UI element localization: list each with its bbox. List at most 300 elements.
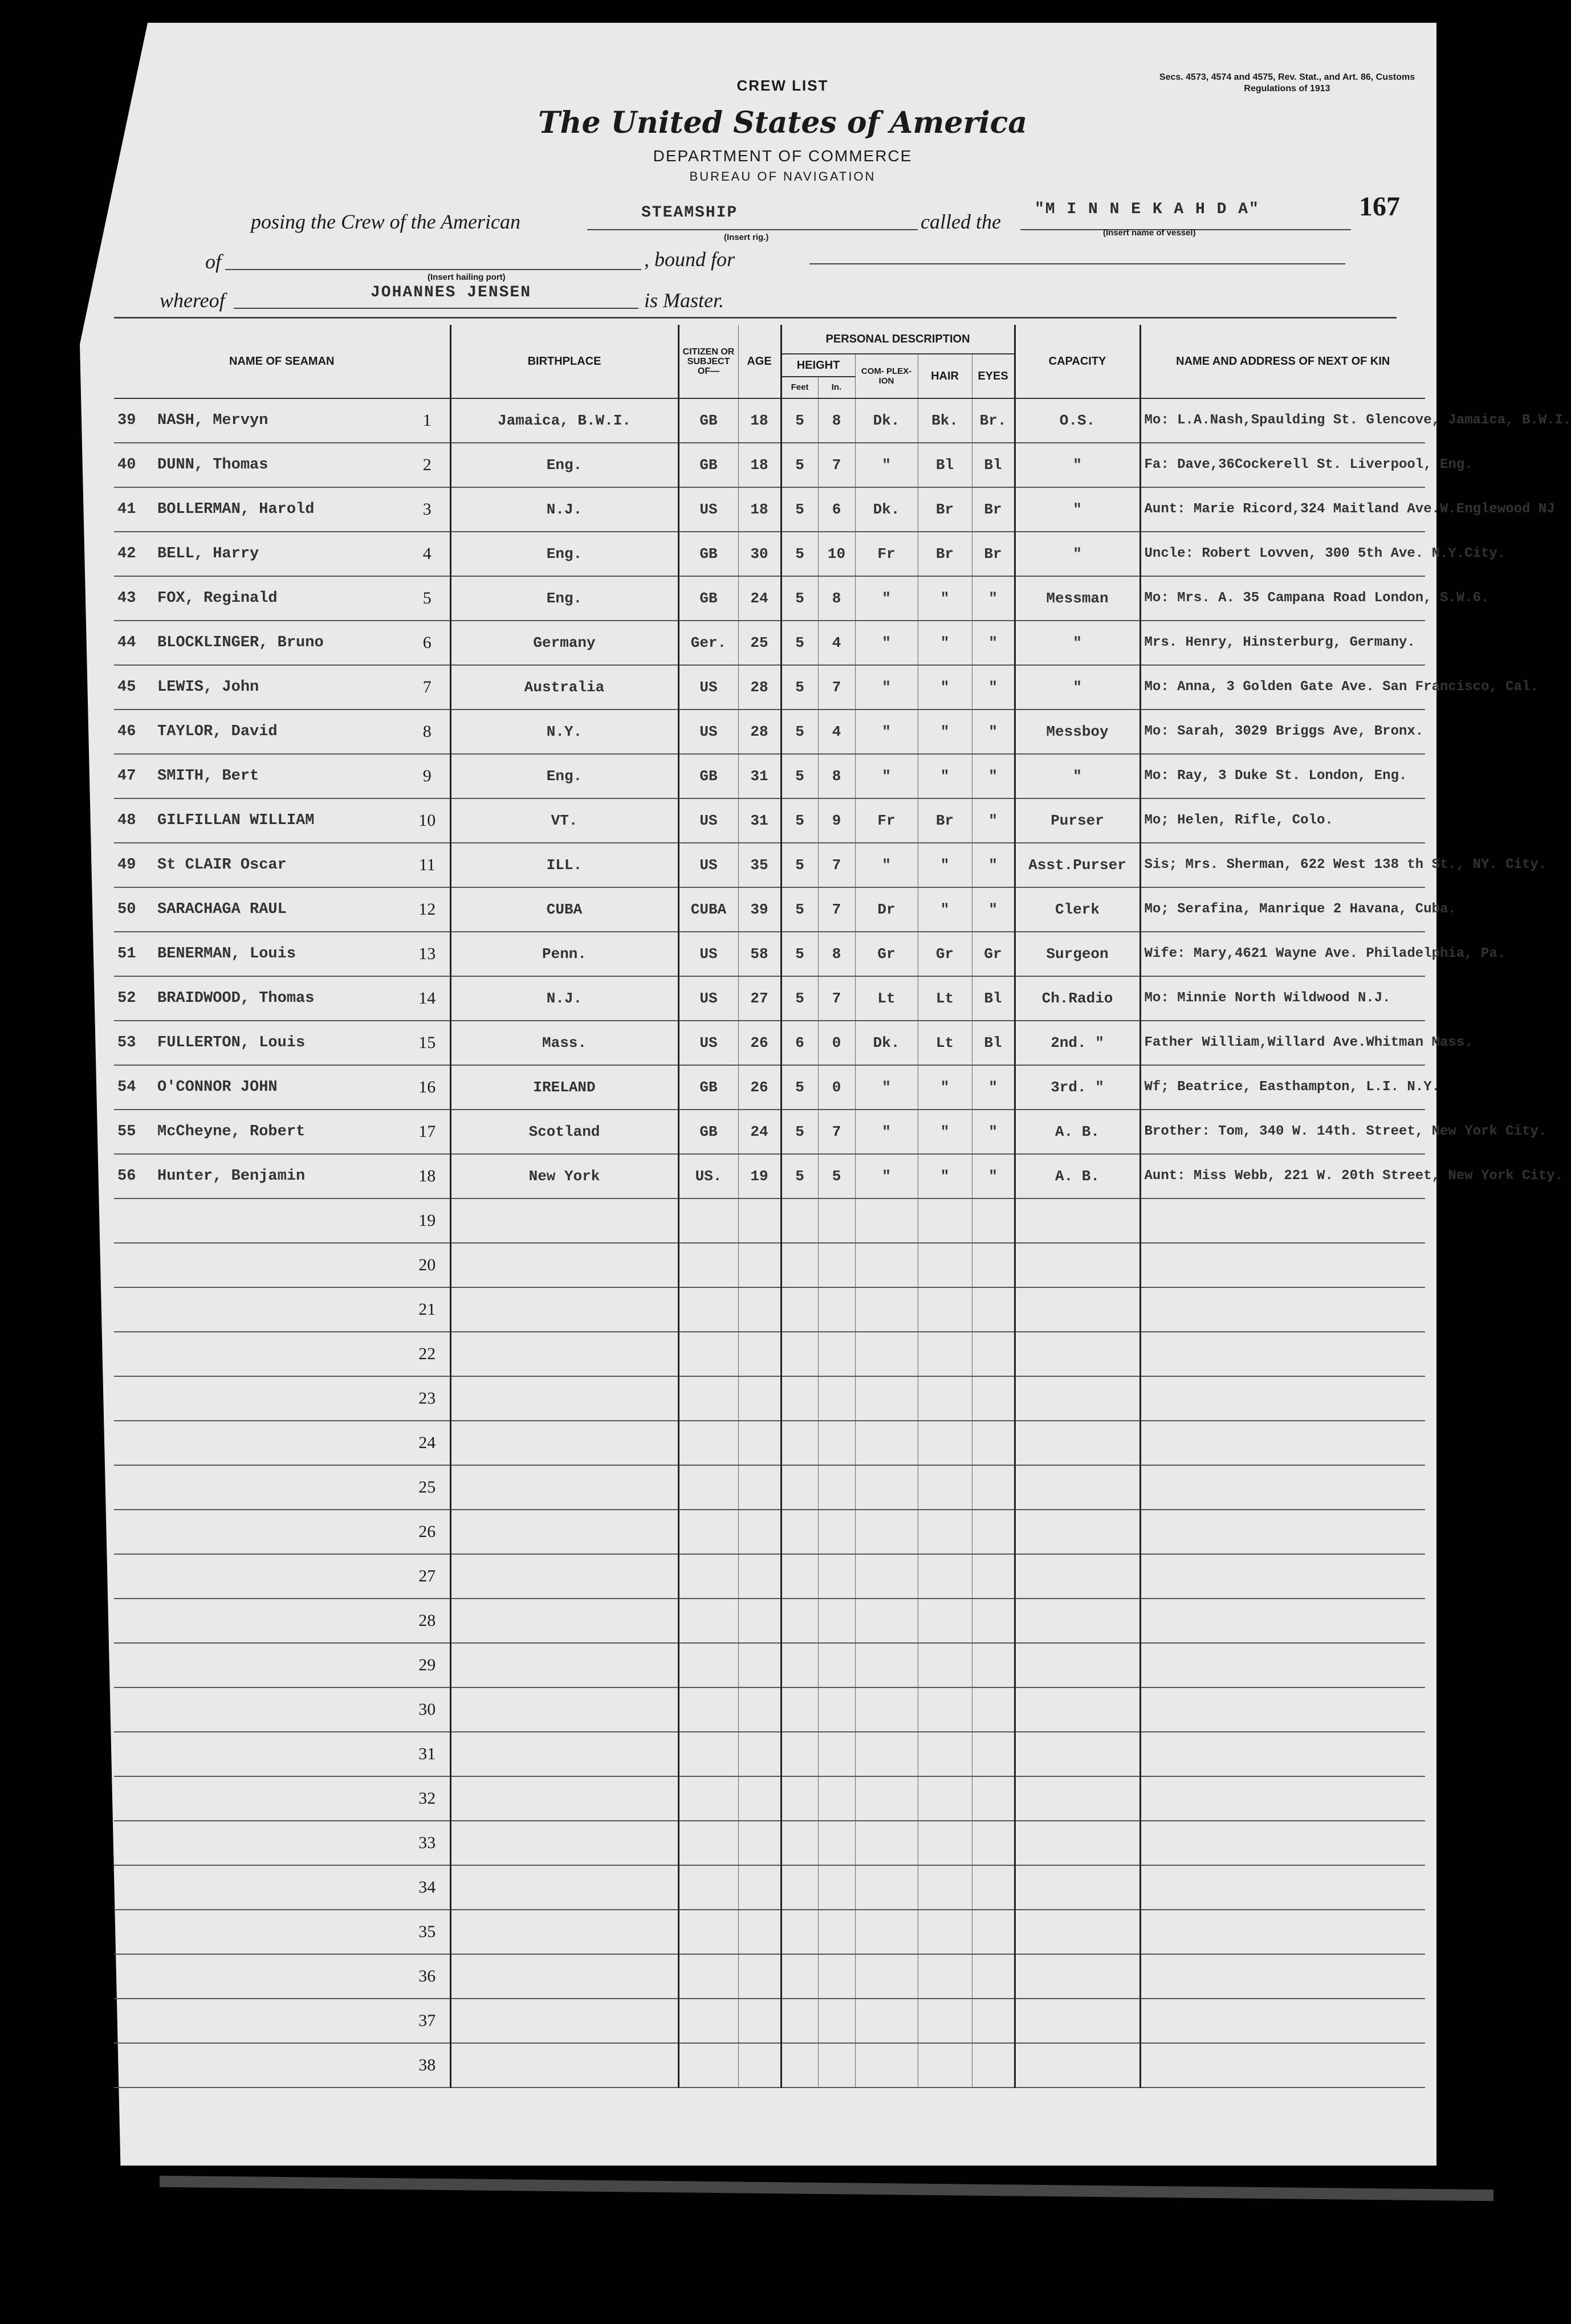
cell-sequence: 44 (117, 634, 136, 651)
cell-empty (855, 1332, 918, 1376)
cell-row-number: 29 (405, 1643, 450, 1687)
cell-empty (738, 1999, 781, 2043)
cell-empty (450, 1687, 678, 1732)
cell-complexion: Dk. (855, 398, 918, 443)
cell-empty (1140, 1910, 1425, 1954)
cell-empty (855, 1554, 918, 1599)
cell-empty (678, 2043, 738, 2087)
table-row (114, 576, 1425, 621)
cell-citizen: GB (678, 443, 738, 487)
cell-empty (738, 1465, 781, 1510)
hailing-port-hint: (Insert hailing port) (428, 272, 506, 282)
cell-seaman-name: LEWIS, John (157, 679, 259, 696)
cell-empty (1015, 1732, 1140, 1776)
cell-empty (781, 1821, 818, 1865)
cell-empty (818, 1732, 855, 1776)
col-height-header: HEIGHT (781, 354, 855, 377)
cell-empty (972, 1465, 1015, 1510)
cell-inches: 8 (818, 398, 855, 443)
cell-empty (114, 1865, 405, 1910)
cell-sequence: 42 (117, 545, 136, 562)
table-row-empty (114, 1376, 1425, 1421)
cell-empty (918, 1287, 972, 1332)
cell-empty (738, 1332, 781, 1376)
cell-birthplace: Eng. (450, 576, 678, 621)
cell-name (114, 621, 405, 665)
cell-empty (855, 1421, 918, 1465)
cell-empty (678, 1332, 738, 1376)
cell-empty (818, 1287, 855, 1332)
cell-complexion: " (855, 665, 918, 710)
cell-birthplace: Germany (450, 621, 678, 665)
cell-birthplace: Eng. (450, 754, 678, 798)
cell-empty (738, 1554, 781, 1599)
cell-empty (855, 1776, 918, 1821)
cell-empty (1140, 1776, 1425, 1821)
crew-table (114, 325, 1571, 2088)
cell-hair: " (918, 754, 972, 798)
cell-empty (818, 1510, 855, 1554)
page-number: 167 (1359, 191, 1400, 222)
cell-empty (1140, 1198, 1425, 1243)
table-row (114, 887, 1425, 932)
cell-empty (972, 1999, 1015, 2043)
cell-complexion: " (855, 843, 918, 887)
cell-empty (678, 1243, 738, 1287)
cell-name (114, 1154, 405, 1198)
cell-hair: " (918, 1154, 972, 1198)
table-row-empty (114, 1776, 1425, 1821)
cell-birthplace: Eng. (450, 532, 678, 576)
table-row-empty (114, 1510, 1425, 1554)
cell-empty (918, 1865, 972, 1910)
cell-hair: " (918, 621, 972, 665)
cell-empty (1015, 1776, 1140, 1821)
cell-empty (114, 1687, 405, 1732)
cell-name (114, 1021, 405, 1065)
cell-no: 18 (405, 1154, 450, 1198)
cell-birthplace: Penn. (450, 932, 678, 976)
cell-sequence: 52 (117, 990, 136, 1007)
cell-kin: Mo: Sarah, 3029 Briggs Ave, Bronx. (1140, 710, 1425, 754)
cell-no: 12 (405, 887, 450, 932)
cell-birthplace: ILL. (450, 843, 678, 887)
cell-citizen: GB (678, 754, 738, 798)
table-row-empty (114, 1421, 1425, 1465)
cell-sequence: 54 (117, 1079, 136, 1096)
cell-seaman-name: BELL, Harry (157, 545, 259, 562)
table-row (114, 532, 1425, 576)
cell-kin: Mo: Anna, 3 Golden Gate Ave. San Francisco, Cal. (1140, 665, 1425, 710)
cell-empty (818, 1821, 855, 1865)
cell-age: 31 (738, 798, 781, 843)
cell-empty (678, 1465, 738, 1510)
table-row-empty (114, 1999, 1425, 2043)
cell-empty (855, 1465, 918, 1510)
cell-empty (450, 1465, 678, 1510)
cell-kin: Aunt: Miss Webb, 221 W. 20th Street, New York City. (1140, 1154, 1425, 1198)
cell-empty (855, 1821, 918, 1865)
cell-empty (781, 1243, 818, 1287)
cell-empty (1140, 1687, 1425, 1732)
cell-empty (972, 1687, 1015, 1732)
cell-sequence: 49 (117, 857, 136, 874)
cell-seaman-name: SARACHAGA RAUL (157, 901, 287, 918)
cell-kin: Father William,Willard Ave.Whitman Mass. (1140, 1021, 1425, 1065)
cell-birthplace: Scotland (450, 1110, 678, 1154)
cell-inches: 0 (818, 1065, 855, 1110)
cell-empty (781, 1421, 818, 1465)
cell-empty (781, 1732, 818, 1776)
cell-empty (738, 1421, 781, 1465)
cell-hair: Lt (918, 976, 972, 1021)
cell-empty (972, 1510, 1015, 1554)
cell-citizen: US (678, 487, 738, 532)
cell-feet: 6 (781, 1021, 818, 1065)
cell-empty (1015, 1421, 1140, 1465)
cell-empty (114, 1643, 405, 1687)
cell-empty (1015, 1198, 1140, 1243)
cell-hair: Bl (918, 443, 972, 487)
cell-feet: 5 (781, 576, 818, 621)
cell-empty (781, 1287, 818, 1332)
cell-capacity: " (1015, 665, 1140, 710)
cell-name (114, 532, 405, 576)
cell-empty (855, 2043, 918, 2087)
cell-empty (818, 1954, 855, 1999)
cell-eyes: " (972, 1110, 1015, 1154)
table-row-empty (114, 1865, 1425, 1910)
cell-empty (918, 1599, 972, 1643)
cell-no: 3 (405, 487, 450, 532)
cell-eyes: " (972, 754, 1015, 798)
cell-no: 1 (405, 398, 450, 443)
cell-empty (114, 1198, 405, 1243)
cell-empty (114, 1332, 405, 1376)
cell-empty (450, 1554, 678, 1599)
cell-row-number: 35 (405, 1910, 450, 1954)
cell-kin: Uncle: Robert Lovven, 300 5th Ave. N.Y.City. (1140, 532, 1425, 576)
cell-empty (818, 1776, 855, 1821)
cell-no: 8 (405, 710, 450, 754)
cell-age: 18 (738, 487, 781, 532)
cell-empty (855, 1510, 918, 1554)
cell-empty (114, 1821, 405, 1865)
cell-row-number: 25 (405, 1465, 450, 1510)
cell-complexion: Dr (855, 887, 918, 932)
film-edge (160, 2176, 1493, 2201)
cell-eyes: " (972, 887, 1015, 932)
cell-kin: Mo: Mrs. A. 35 Campana Road London, S.W.6. (1140, 576, 1425, 621)
cell-eyes: " (972, 843, 1015, 887)
cell-age: 24 (738, 1110, 781, 1154)
cell-seaman-name: BENERMAN, Louis (157, 945, 296, 963)
cell-sequence: 39 (117, 412, 136, 429)
cell-empty (918, 1732, 972, 1776)
cell-inches: 10 (818, 532, 855, 576)
cell-empty (972, 2043, 1015, 2087)
cell-row-number: 32 (405, 1776, 450, 1821)
cell-feet: 5 (781, 665, 818, 710)
cell-empty (972, 1287, 1015, 1332)
cell-empty (818, 1198, 855, 1243)
cell-citizen: CUBA (678, 887, 738, 932)
cell-empty (678, 1554, 738, 1599)
cell-feet: 5 (781, 532, 818, 576)
cell-capacity: Messman (1015, 576, 1140, 621)
cell-name (114, 1065, 405, 1110)
cell-birthplace: IRELAND (450, 1065, 678, 1110)
cell-birthplace: N.Y. (450, 710, 678, 754)
table-row-empty (114, 2043, 1425, 2087)
cell-kin: Wife: Mary,4621 Wayne Ave. Philadelphia, Pa. (1140, 932, 1425, 976)
col-kin-header: NAME AND ADDRESS OF NEXT OF KIN (1140, 325, 1425, 398)
cell-eyes: Bl (972, 1021, 1015, 1065)
cell-empty (972, 1910, 1015, 1954)
cell-age: 25 (738, 621, 781, 665)
cell-sequence: 41 (117, 501, 136, 518)
cell-empty (114, 1465, 405, 1510)
cell-inches: 7 (818, 976, 855, 1021)
cell-sequence: 40 (117, 456, 136, 474)
cell-empty (918, 1643, 972, 1687)
cell-seaman-name: BLOCKLINGER, Bruno (157, 634, 324, 651)
table-row (114, 798, 1425, 843)
cell-kin: Mo; Serafina, Manrique 2 Havana, Cuba. (1140, 887, 1425, 932)
table-row-empty (114, 1554, 1425, 1599)
cell-empty (114, 1287, 405, 1332)
cell-empty (114, 1554, 405, 1599)
cell-empty (1015, 1287, 1140, 1332)
cell-empty (678, 1376, 738, 1421)
cell-citizen: GB (678, 398, 738, 443)
cell-empty (855, 1376, 918, 1421)
col-feet-header: Feet (781, 377, 818, 398)
cell-empty (781, 1776, 818, 1821)
cell-age: 35 (738, 843, 781, 887)
cell-sequence: 48 (117, 812, 136, 829)
cell-empty (972, 1821, 1015, 1865)
cell-empty (918, 1198, 972, 1243)
cell-empty (738, 1198, 781, 1243)
table-row-empty (114, 1599, 1425, 1643)
cell-empty (1015, 1599, 1140, 1643)
cell-empty (855, 1732, 918, 1776)
table-row (114, 710, 1425, 754)
table-row-empty (114, 1287, 1425, 1332)
cell-age: 27 (738, 976, 781, 1021)
cell-age: 26 (738, 1065, 781, 1110)
cell-row-number: 26 (405, 1510, 450, 1554)
col-citizen-header: CITIZEN OR SUBJECT OF— (678, 325, 738, 398)
cell-empty (855, 1643, 918, 1687)
cell-empty (678, 1687, 738, 1732)
cell-citizen: US (678, 976, 738, 1021)
cell-hair: Br (918, 532, 972, 576)
table-row-empty (114, 1465, 1425, 1510)
cell-seaman-name: St CLAIR Oscar (157, 857, 287, 874)
cell-age: 18 (738, 443, 781, 487)
cell-empty (678, 1287, 738, 1332)
cell-empty (818, 1999, 855, 2043)
cell-row-number: 24 (405, 1421, 450, 1465)
cell-empty (450, 1821, 678, 1865)
cell-row-number: 34 (405, 1865, 450, 1910)
table-row (114, 665, 1425, 710)
cell-eyes: " (972, 1154, 1015, 1198)
cell-row-number: 33 (405, 1821, 450, 1865)
cell-eyes: Br. (972, 398, 1015, 443)
cell-name (114, 710, 405, 754)
cell-seaman-name: TAYLOR, David (157, 723, 278, 740)
cell-sequence: 50 (117, 901, 136, 918)
cell-empty (781, 2043, 818, 2087)
cell-empty (114, 1999, 405, 2043)
cell-citizen: US (678, 710, 738, 754)
cell-seaman-name: Hunter, Benjamin (157, 1168, 306, 1185)
cell-kin: Mo; Helen, Rifle, Colo. (1140, 798, 1425, 843)
cell-empty (114, 1421, 405, 1465)
cell-feet: 5 (781, 843, 818, 887)
cell-row-number: 21 (405, 1287, 450, 1332)
cell-complexion: Gr (855, 932, 918, 976)
table-row (114, 487, 1425, 532)
cell-empty (818, 1465, 855, 1510)
cell-feet: 5 (781, 487, 818, 532)
cell-empty (678, 1421, 738, 1465)
table-row-empty (114, 1198, 1425, 1243)
col-personal-header: PERSONAL DESCRIPTION (781, 325, 1015, 354)
cell-birthplace: N.J. (450, 976, 678, 1021)
cell-name (114, 887, 405, 932)
cell-eyes: Bl (972, 976, 1015, 1021)
cell-empty (918, 1332, 972, 1376)
cell-capacity: Purser (1015, 798, 1140, 843)
cell-empty (818, 1332, 855, 1376)
cell-hair: Br (918, 487, 972, 532)
cell-capacity: " (1015, 487, 1140, 532)
cell-empty (450, 1243, 678, 1287)
cell-feet: 5 (781, 710, 818, 754)
cell-empty (818, 1643, 855, 1687)
cell-empty (1015, 1999, 1140, 2043)
cell-hair: Bk. (918, 398, 972, 443)
form-line-crew-of: posing the Crew of the American (251, 210, 520, 233)
cell-empty (918, 1999, 972, 2043)
cell-empty (738, 1776, 781, 1821)
cell-sequence: 56 (117, 1168, 136, 1185)
rig-hint: (Insert rig.) (724, 233, 769, 242)
cell-capacity: Asst.Purser (1015, 843, 1140, 887)
cell-empty (678, 1999, 738, 2043)
cell-empty (114, 1376, 405, 1421)
cell-sequence: 53 (117, 1034, 136, 1051)
cell-no: 11 (405, 843, 450, 887)
cell-empty (678, 1821, 738, 1865)
cell-sequence: 43 (117, 590, 136, 607)
cell-citizen: US (678, 665, 738, 710)
cell-empty (114, 2043, 405, 2087)
cell-no: 13 (405, 932, 450, 976)
cell-complexion: " (855, 710, 918, 754)
cell-empty (818, 1554, 855, 1599)
cell-hair: " (918, 887, 972, 932)
cell-empty (1140, 1421, 1425, 1465)
cell-empty (918, 1954, 972, 1999)
table-row-empty (114, 1910, 1425, 1954)
cell-empty (855, 1954, 918, 1999)
cell-empty (114, 1910, 405, 1954)
cell-name (114, 932, 405, 976)
cell-empty (450, 1599, 678, 1643)
cell-empty (114, 1776, 405, 1821)
cell-hair: Br (918, 798, 972, 843)
cell-citizen: US (678, 932, 738, 976)
cell-empty (972, 1376, 1015, 1421)
cell-no: 15 (405, 1021, 450, 1065)
cell-empty (1140, 1554, 1425, 1599)
cell-empty (1140, 1287, 1425, 1332)
cell-sequence: 47 (117, 768, 136, 785)
cell-no: 7 (405, 665, 450, 710)
cell-age: 28 (738, 710, 781, 754)
cell-age: 28 (738, 665, 781, 710)
cell-eyes: " (972, 1065, 1015, 1110)
cell-empty (450, 1732, 678, 1776)
cell-age: 18 (738, 398, 781, 443)
cell-empty (1015, 1332, 1140, 1376)
cell-empty (1015, 1865, 1140, 1910)
cell-empty (1015, 1510, 1140, 1554)
col-age-header: AGE (738, 325, 781, 398)
cell-citizen: US. (678, 1154, 738, 1198)
cell-hair: " (918, 1065, 972, 1110)
cell-citizen: Ger. (678, 621, 738, 665)
country-heading: The United States of America (538, 105, 1028, 140)
cell-feet: 5 (781, 621, 818, 665)
of-label: of (205, 250, 222, 273)
table-row (114, 1021, 1425, 1065)
col-eyes-header: EYES (972, 354, 1015, 398)
cell-complexion: Dk. (855, 1021, 918, 1065)
table-row-empty (114, 1332, 1425, 1376)
cell-sequence: 55 (117, 1123, 136, 1140)
cell-inches: 7 (818, 443, 855, 487)
cell-empty (781, 1376, 818, 1421)
cell-empty (114, 1599, 405, 1643)
col-hair-header: HAIR (918, 354, 972, 398)
table-row-empty (114, 1954, 1425, 1999)
cell-name (114, 798, 405, 843)
cell-name (114, 576, 405, 621)
cell-empty (918, 2043, 972, 2087)
cell-empty (918, 1821, 972, 1865)
cell-empty (972, 1954, 1015, 1999)
bound-for-label: , bound for (644, 248, 735, 271)
cell-empty (972, 1643, 1015, 1687)
cell-no: 5 (405, 576, 450, 621)
cell-age: 19 (738, 1154, 781, 1198)
cell-empty (972, 1421, 1015, 1465)
cell-inches: 6 (818, 487, 855, 532)
cell-hair: " (918, 843, 972, 887)
cell-age: 26 (738, 1021, 781, 1065)
cell-empty (738, 1732, 781, 1776)
cell-empty (738, 1599, 781, 1643)
cell-hair: " (918, 710, 972, 754)
cell-complexion: " (855, 1110, 918, 1154)
statute-note: Secs. 4573, 4574 and 4575, Rev. Stat., and Art. 86, Customs Regulations of 1913 (1159, 72, 1415, 93)
